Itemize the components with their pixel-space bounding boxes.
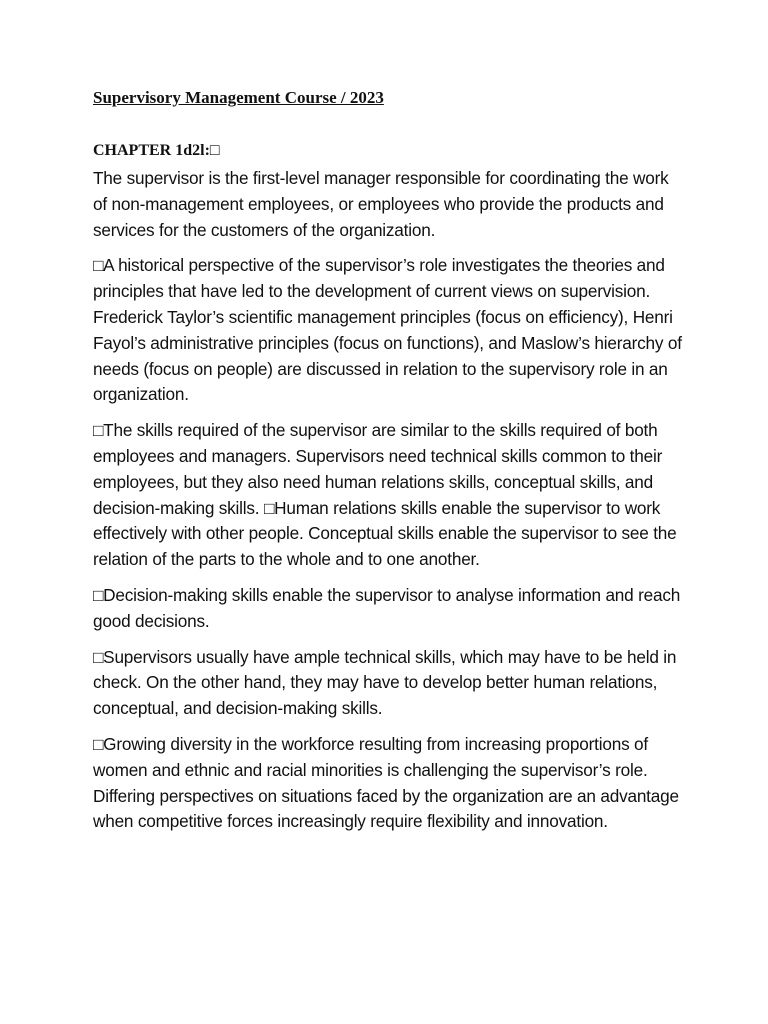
paragraph-technical-skills: □Supervisors usually have ample technical skills, which may have to be held in check. On the other hand, they may have to develop better human relations, conceptual, and decision-making skills. bbox=[93, 646, 677, 719]
chapter-heading: CHAPTER 1d2l:□ bbox=[93, 142, 220, 159]
document-title: Supervisory Management Course / 2023 bbox=[93, 88, 384, 107]
paragraph-skills-required: □The skills required of the supervisor are similar to the skills required of both employees and managers. Supervisors need technical skills common to their employees, but they also need human relations skills, conceptual skills, and decision-making skills. □Human relations skills enable the supervisor to work effectively with other people. Conceptual skills enable the supervisor to see the relation of the parts to the whole and to one another. bbox=[93, 420, 677, 570]
paragraph-diversity: □Growing diversity in the workforce resulting from increasing proportions of women and ethnic and racial minorities is challenging the supervisor’s role. Differing perspectives on situations faced by the organization are an advantage when competitive forces increasingly require flexibility and innovation. bbox=[93, 733, 679, 832]
document-page bbox=[93, 86, 683, 845]
paragraph-historical-perspective: □A historical perspective of the supervisor’s role investigates the theories and principles that have led to the development of current views on supervision. Frederick Taylor’s scientific management principles (focus on efficiency), Henri Fayol’s administrative principles (focus on functions), and Maslow’s hierarchy of needs (focus on people) are discussed in relation to the supervisory role in an organization. bbox=[93, 255, 682, 405]
paragraph-intro: The supervisor is the first-level manager responsible for coordinating the work of non-management employees, or employees who provide the products and services for the customers of the organization. bbox=[93, 168, 669, 240]
paragraph-decision-making: □Decision-making skills enable the supervisor to analyse information and reach good decisions. bbox=[93, 584, 681, 631]
